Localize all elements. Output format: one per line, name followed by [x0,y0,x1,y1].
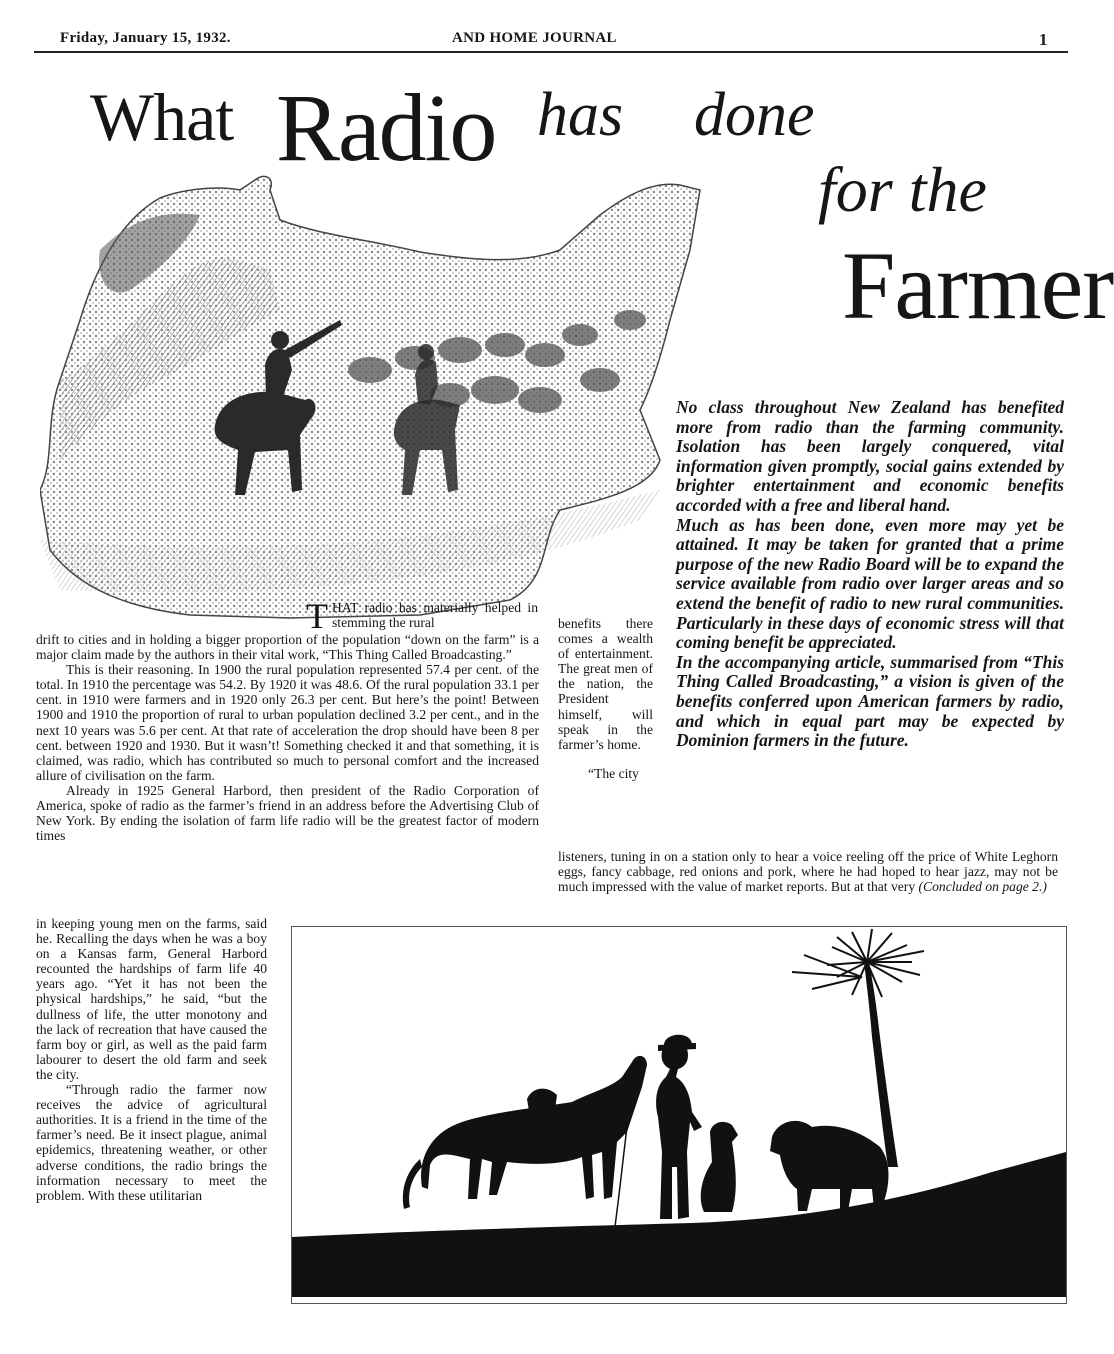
article-column-narrow [36,916,267,1203]
drop-cap: T [306,596,328,636]
article-col2-para2-rest: listeners, tuning in on a station only to hear a voice reeling off the price of White Leghorn eggs, fancy cabbage, red onions and pork, where he had hoped to hear jazz, may not be much impressed with the value of market reports. But at that very [558,849,1058,895]
farmer-horse-dogs-silhouette [291,926,1067,1304]
article-para3-wide: Already in 1925 General Harbord, then president of the Radio Corporation of America, spoke of radio as the farmer’s friend in an address before the Advertising Club of New York. By ending the isolation of farm life radio will be the greatest factor of modern times [36,782,539,844]
header-rule [34,51,1068,53]
cattle-drove-sketch [40,160,705,625]
lead-paragraph-1: No class throughout New Zealand has benefited more from radio than the farming community. Isolation has been largely conquered, vital information given promptly, social gains extended by brighter entertainment and economic benefits accorded with a free and liberal hand. [676,397,1064,515]
article-opening [306,596,538,636]
continued-note: (Concluded on page 2.) [918,879,1047,895]
article-column-main [36,632,539,843]
lead-paragraph-3: In the accompanying article, summarised from “This Thing Called Broadcasting,” a vision is given of the benefits conferred upon American farmers by radio, and which in equal part may be expected by Dominion farmers in the future. [676,651,1064,751]
article-para1-start: HAT radio has materially helped in stemming the rural [332,600,538,631]
lead-paragraph-2: Much as has been done, even more may yet be attained. It may be taken for granted that a prime purpose of the new Radio Board will be to expand the service available from radio over larger areas and so extend the benefit of radio to new rural communities. Particularly in these days of economic stress will that coming benefit be appreciated. [676,514,1064,653]
article-para4: “Through radio the farmer now receives the advice of agricultural authorities. It is a friend in the time of the farmer’s need. Be it insect plague, animal epidemics, threatening weather, or other adverse conditions, the radio brings the information necessary to meet the problem. With these utilitarian [36,1082,267,1203]
article-col2-para: benefits there comes a wealth of entertainment. The great men of the nation, the President himself, will speak in the farmer’s home. [558,616,653,752]
headline-for-the: for the [818,154,987,225]
article-para1-rest: drift to cities and in holding a bigger proportion of the population “down on the farm” is a major claim made by the authors in their vital work, “This Thing Called Broadcasting.” [36,632,539,663]
article-para2: This is their reasoning. In 1900 the rural population represented 57.4 per cent. of the total. In 1910 the percentage was 54.2. By 1920 it was 48.6. Of the rural population 33.1 per cent. in 1910 were farmers and in 1920 only 26.3 per cent. But here’s the point! Between 1900 and 1910 the proportion of rural to urban population declined 3.2 per cent., and in the next 10 years was 5.6 per cent. At that rate of acceleration the drop should have been 8 per cent. between 1920 and 1930. But it wasn’t! Something checked it and that something, it is claimed, was radio, which has contributed so much to personal comfort and the increased allure of civilisation on the farm. [36,662,539,783]
article-column-2 [558,616,653,781]
article-para3-narrow: in keeping young men on the farms, said he. Recalling the days when he was a boy on a Kansas farm, General Harbord recounted the hardships of farm life 40 years ago. “Yet it has not been the physical hardships,” he said, “but the dullness of life, the utter monotony and the lack of recreation that have caused the farm boy or girl, as well as the paid farm labourer to desert the old farm and seek the city. [36,916,267,1082]
header-page-number: 1 [1039,30,1048,49]
headline-radio: Radio [276,74,496,181]
article-col2-para2-start: “The city [588,765,639,781]
header-date: Friday, January 15, 1932. [60,30,231,46]
headline-farmer: Farmer [842,232,1114,339]
headline-has: has [537,81,624,149]
headline-done: done [694,81,815,149]
header-paper-name: AND HOME JOURNAL [452,30,617,46]
lead-standfirst [676,398,1064,751]
article-continuation [558,849,1058,894]
headline-what: What [90,79,234,155]
